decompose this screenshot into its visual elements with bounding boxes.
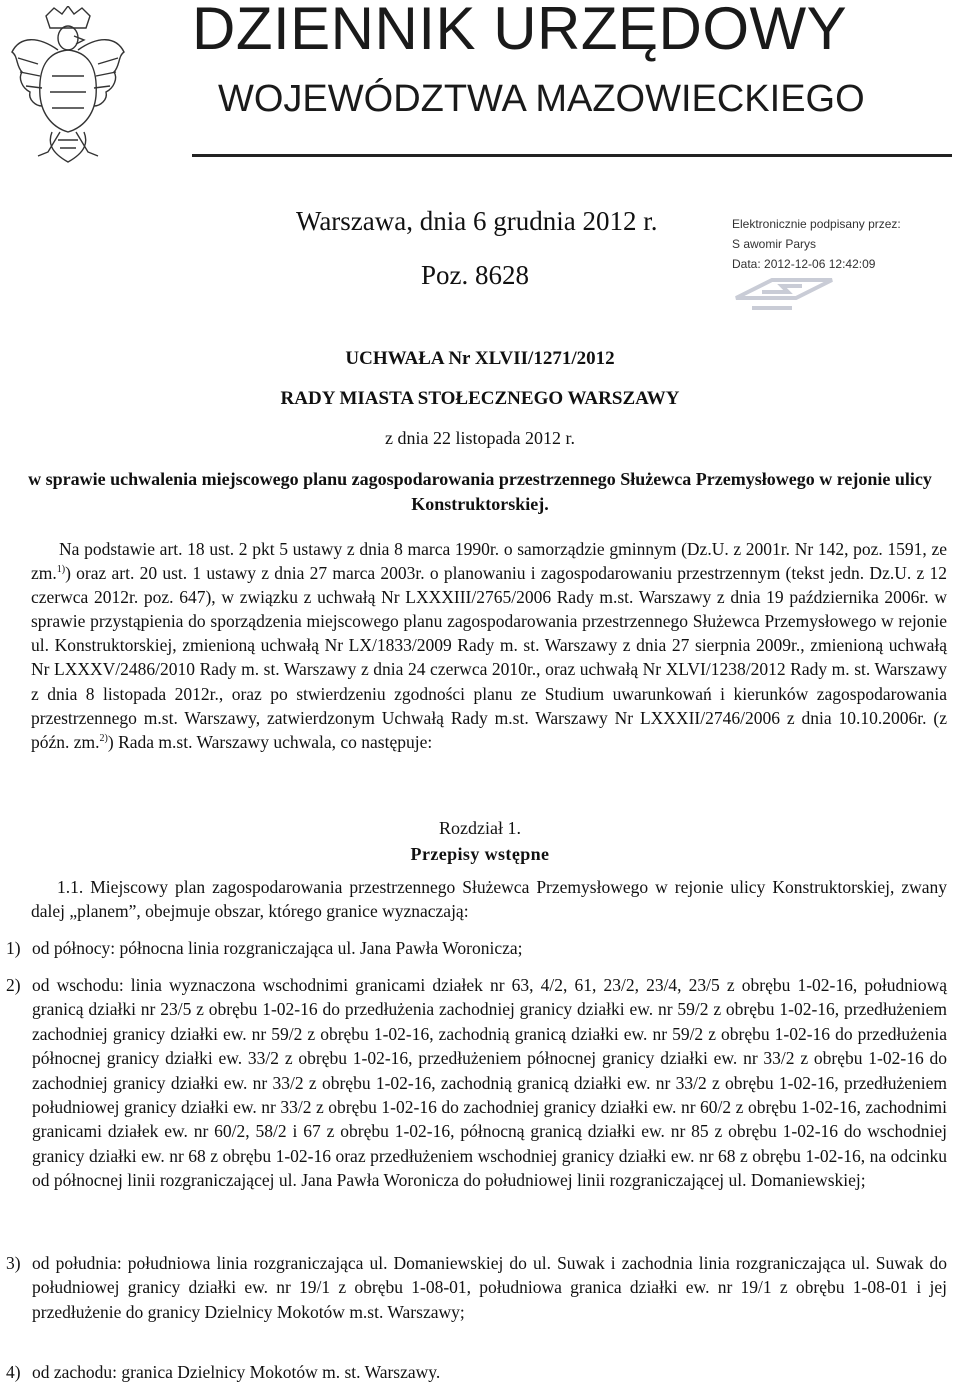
preamble-part-1: Na podstawie art. 18 ust. 2 pkt 5 ustawy z dnia 8 marca 1990r. o samorządzie gminnym (Dz.U. z 2001r. Nr 142, poz. 1591, ze zm. — [31, 539, 947, 584]
chapter-number: Rozdział 1. — [439, 818, 521, 838]
item-text: od północy: północna linia rozgraniczająca ul. Jana Pawła Woronicza; — [32, 938, 523, 958]
masthead-title: DZIENNIK URZĘDOWY — [192, 0, 848, 62]
footnote-ref-1: 1) — [56, 564, 66, 576]
signature-line-3: Data: 2012-12-06 12:42:09 — [732, 257, 876, 271]
item-text: od wschodu: linia wyznaczona wschodnimi granicami działek nr 63, 4/2, 61, 23/2, 23/4, 23/5 z obrębu 1-02-16, południową granicą działki nr 23/5 z obrębu 1-02-16 do przedłużenia zachodniej granicy działki ew. nr 59/2 z obrębu 1-02-16, przedłużeniem zachodniej granicy działki ew. nr 59/2 z obrębu 1-02-16, zachodnią granicą działki ew. nr 59/2 z obrębu 1-02-16 do przedłużenia północnej granicy działki ew. 33/2 z obrębu 1-02-16, przedłużeniem północnej granicy działki ew. nr 33/2 z obrębu 1-02-16 do zachodniej granicy działki ew. nr 33/2 z obrębu 1-02-16, zachodnią granicą działki ew. nr 33/2 z obrębu 1-02-16, przedłużeniem południowej granicy działki ew. nr 33/2 z obrębu 1-02-16 do zachodniej granicy działki ew. nr 60/2 z obrębu 1-02-16, zachodnimi granicami działek ew. nr 60/2, 58/2 i 67 z obrębu 1-02-16, północną granicą działki ew. nr 85 z obrębu 1-02-16 do wschodniej granicy działki ew. nr 68 z obrębu 1-02-16 oraz przedłużeniem wschodniej granicy działki ew. nr 68 z obrębu 1-02-16, na odcinku od północnej linii rozgraniczającej ul. Jana Pawła Woronicza do południowej linii rozgraniczającej ul. Domaniewskiej; — [32, 975, 947, 1191]
issue-date: Warszawa, dnia 6 grudnia 2012 r. — [296, 206, 658, 236]
item-text: od zachodu: granica Dzielnicy Mokotów m. st. Warszawy. — [32, 1362, 441, 1382]
item-number: 2) — [6, 975, 21, 995]
chapter-title: Przepisy wstępne — [410, 844, 550, 864]
masthead-subtitle: WOJEWÓDZTWA MAZOWIECKIEGO — [218, 78, 865, 120]
boundary-item — [6, 936, 947, 960]
resolution-subject: w sprawie uchwalenia miejscowego planu zagospodarowania przestrzennego Służewca Przemysłowego w rejonie ulicy Konstruktorskiej. — [28, 469, 932, 514]
signature-line-2: S awomir Parys — [732, 237, 817, 251]
paragraph-text: 1.1. Miejscowy plan zagospodarowania przestrzennego Służewca Przemysłowego w rejonie ulicy Konstruktorskiej, zwany dalej „planem”, obejmuje obszar, którego granice wyznaczają: — [31, 877, 947, 921]
position-number: Poz. 8628 — [421, 260, 529, 290]
boundary-item — [6, 973, 947, 1193]
resolution-issuer: RADY MIASTA STOŁECZNEGO WARSZAWY — [280, 388, 680, 409]
resolution-title: UCHWAŁA Nr XLVII/1271/2012 — [345, 348, 615, 369]
electronic-signature-block — [732, 214, 952, 274]
item-number: 3) — [6, 1253, 21, 1273]
preamble-part-2: ) oraz art. 20 ust. 1 ustawy z dnia 27 marca 2003r. o planowaniu i zagospodarowaniu przestrzennym (tekst jedn. Dz.U. z 12 czerwca 2012r. poz. 647), w związku z uchwałą Nr LXXXIII/2765/2006 Rady m.st. Warszawy z dnia 19 października 2006r. w sprawie przystąpienia do sporządzenia miejscowego planu zagospodarowania przestrzennego Służewca Przemysłowego w rejonie ul. Konstruktorskiej, zmienioną uchwałą Nr LX/1833/2009 Rady m. st. Warszawy z dnia 27 sierpnia 2009r., zmienioną uchwałą Nr LXXXV/2486/2010 Rady m. st. Warszawy z dnia 24 czerwca 2010r., oraz uchwałą Nr XLVI/1238/2012 Rady m. st. Warszawy z dnia 8 listopada 2012r., oraz po stwierdzeniu zgodności planu ze Studium uwarunkowań i kierunków zagospodarowania przestrzennego m.st. Warszawy, zatwierdzonym Uchwałą Rady m.st. Warszawy Nr LXXXII/2746/2006 z dnia 10.10.2006r. (z późn. zm. — [31, 563, 947, 752]
item-number: 4) — [6, 1362, 21, 1382]
resolution-date: z dnia 22 listopada 2012 r. — [385, 428, 575, 448]
signature-line-1: Elektronicznie podpisany przez: — [732, 217, 901, 231]
item-text: od południa: południowa linia rozgraniczająca ul. Domaniewskiej do ul. Suwak i zachodnia linia rozgraniczająca ul. Suwak do południowej granicy działki ew. nr 19/1 z obrębu 1-08-01, południowa granica działki ew. nr 19/1 z obrębu 1-08-01 i jej przedłużenie do granicy Dzielnicy Mokotów m.st. Warszawy; — [32, 1253, 947, 1322]
masthead-divider — [192, 154, 952, 157]
signature-stamp-icon — [732, 258, 842, 318]
preamble-part-3: ) Rada m.st. Warszawy uchwala, co następuje: — [107, 731, 433, 752]
paragraph-1-1 — [31, 875, 947, 923]
boundary-item — [6, 1251, 947, 1324]
preamble — [31, 537, 947, 754]
item-number: 1) — [6, 938, 21, 958]
boundary-item — [6, 1360, 947, 1384]
polish-eagle-emblem-icon — [8, 6, 128, 166]
footnote-ref-2: 2) — [99, 732, 108, 744]
